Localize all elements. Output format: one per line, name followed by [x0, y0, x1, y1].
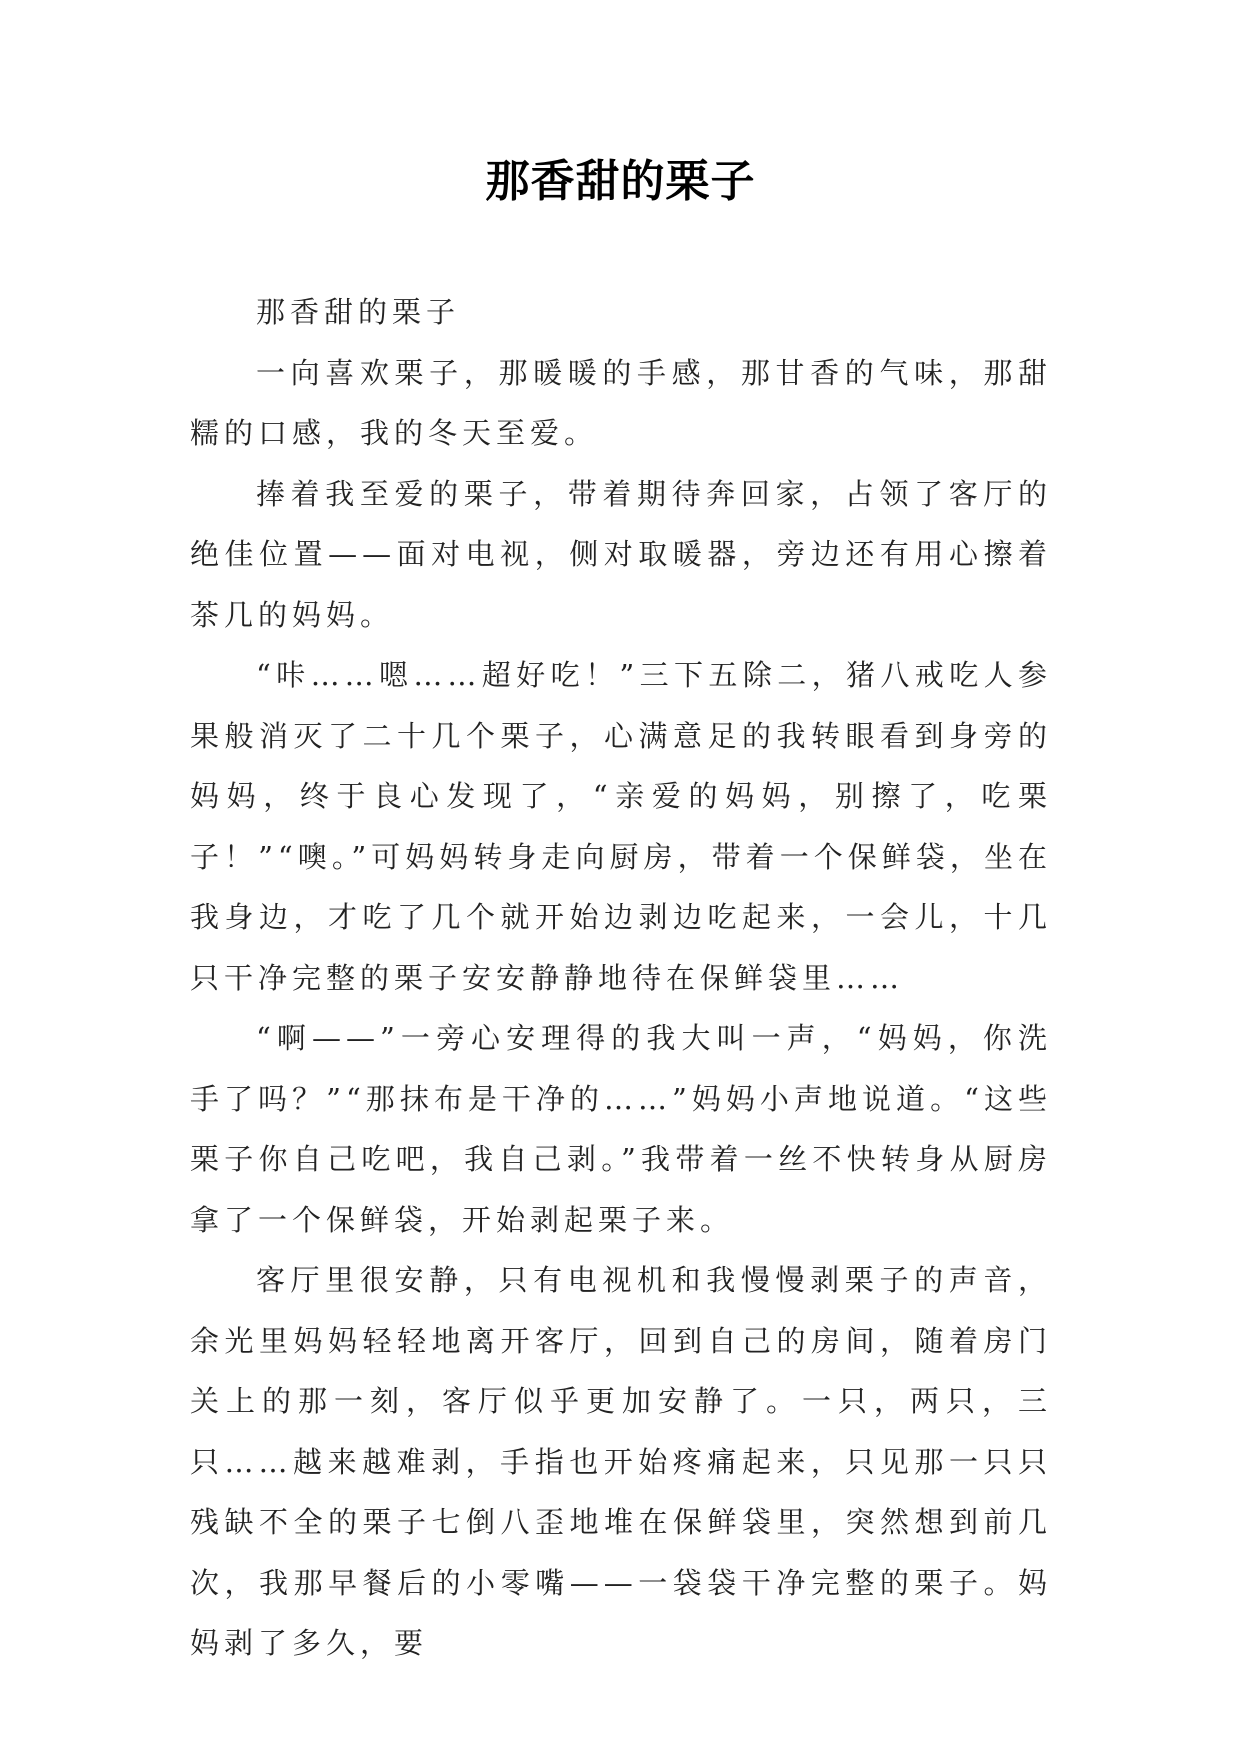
paragraph: 那香甜的栗子: [256, 295, 461, 329]
paragraph: “咔……嗯……超好吃！”三下五除二，猪八戒吃人参果般消灭了二十几个栗子，心满意足的我转眼看到身旁的妈妈，终于良心发现了，“亲爱的妈妈，别擦了，吃栗子！”“噢。”可妈妈转身走向厨房，带着一个保鲜袋，坐在我身边，才吃了几个就开始边剥边吃起来，一会儿，十几只干净完整的栗子安安静静地待在保鲜袋里……: [190, 658, 1052, 995]
document-body: [190, 282, 1052, 1674]
paragraph: “啊——”一旁心安理得的我大叫一声，“妈妈，你洗手了吗？”“那抹布是干净的……”妈妈小声地说道。“这些栗子你自己吃吧，我自己剥。”我带着一丝不快转身从厨房拿了一个保鲜袋，开始剥起栗子来。: [190, 1021, 1052, 1237]
document-title: 那香甜的栗子: [485, 156, 756, 207]
paragraph: 捧着我至爱的栗子，带着期待奔回家，占领了客厅的绝佳位置——面对电视，侧对取暖器，旁边还有用心擦着茶几的妈妈。: [190, 476, 1052, 632]
paragraph: 客厅里很安静，只有电视机和我慢慢剥栗子的声音，余光里妈妈轻轻地离开客厅，回到自己的房间，随着房门关上的那一刻，客厅似乎更加安静了。一只，两只，三只……越来越难剥，手指也开始疼痛起来，只见那一只只残缺不全的栗子七倒八歪地堆在保鲜袋里，突然想到前几次，我那早餐后的小零嘴——一袋袋干净完整的栗子。妈妈剥了多久，要: [190, 1263, 1052, 1660]
paragraph: 一向喜欢栗子，那暖暖的手感，那甘香的气味，那甜糯的口感，我的冬天至爱。: [190, 355, 1052, 450]
